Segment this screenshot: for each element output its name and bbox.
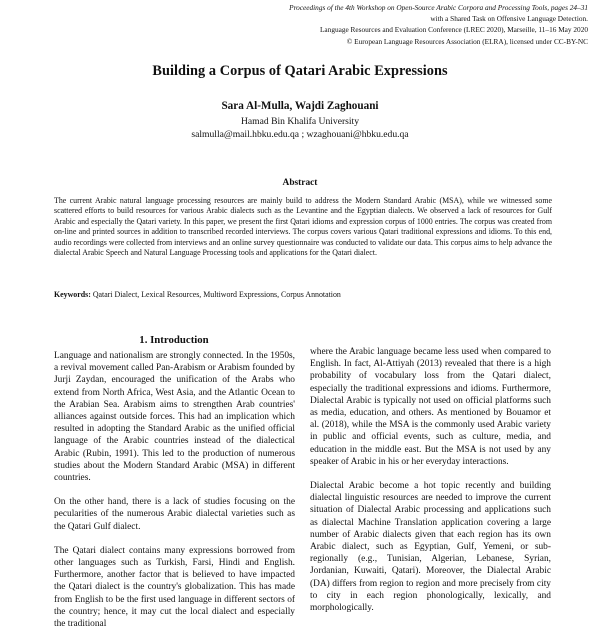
paragraph: Language and nationalism are strongly connected. In the 1950s, a revival movement called Pan-Arabism or Arabism founded by Jurji Zaydan, encouraged the unification of the Arabs who extend from North Africa, West Asia, and the Atlantic Ocean to the Arabian Sea. Arabism aims to strengthen Arab countries' alliances against outside forces. This had an implication which resulted in adopting the Standard Arabic as the unified official language of the Arabic countries instead of the dialectical Arabic (Rubin, 1991). This led to the production of numerous studies about the Modern Standard Arabic (MSA) in different countries.	[54, 351, 295, 484]
header-line-license: © European Language Resources Association (ELRA), licensed under CC-BY-NC	[346, 36, 588, 46]
header-line-shared-task: with a Shared Task on Offensive Language Detection.	[430, 14, 588, 24]
abstract-heading: Abstract	[282, 178, 318, 188]
paragraph: Dialectal Arabic become a hot topic recently and building dialectal linguistic resources are needed to improve the current situation of Dialectal Arabic processing and applications such as dialectal Machine Translation application covering a large number of Arabic dialects given that each region has its own Arabic dialect, such as Egyptian, Gulf, Yemeni, or sub-regionally (e.g., Tunisian, Algerian, Lebanese, Syrian, Jordanian, Kuwaiti, Qatari). Moreover, the Dialectal Arabic (DA) differs from region to region and more precisely from city to city in each region phonologically, lexically, and morphologically.	[310, 481, 551, 614]
proceedings-header	[168, 2, 588, 47]
right-column	[310, 346, 551, 626]
paragraph: where the Arabic language became less used when compared to English. In fact, Al-Attiyah (2013) revealed that there is a high probability of vocabulary loss from the Qatari dialect, especially the traditional expressions and idioms. Furthermore, Dialectal Arabic is typically not used on official platforms such as media, education, and others. As mentioned by Bouamor et al. (2018), while the MSA is the commonly used Arabic variety in public and official events, such as culture, media, and education in the middle east. But the MSA is not used by any speaker of Arabic in his or her everyday interactions.	[310, 347, 551, 467]
keywords	[54, 290, 552, 300]
keywords-label: Keywords:	[54, 290, 91, 299]
paragraph: On the other hand, there is a lack of studies focusing on the pecularities of the numerous Arabic dialectal varieties such as the Qatari Gulf dialect.	[54, 497, 295, 532]
paragraph: The Qatari dialect contains many expressions borrowed from other languages such as Turkish, Farsi, Hindi and English. Furthermore, another factor that is believed to have impacted the Qatari dialect is the country's globalization. This has made from English to be the first used language in different sectors of the country; hence, it may cut the local dialect and especially the traditional	[54, 545, 295, 630]
keywords-text: Qatari Dialect, Lexical Resources, Multiword Expressions, Corpus Annotation	[92, 290, 341, 299]
introduction-heading: 1. Introduction	[139, 334, 209, 346]
abstract-text: The current Arabic natural language processing resources are mainly build to address the Modern Standard Arabic (MSA), while we witnessed some scattered efforts to build resources for various Arabic dialects such as the Levantine and the Egyptian dialects. We observed a lack of resources for Gulf Arabic and especially the Qatari variety. In this paper, we present the first Qatari idioms and expression corpus of 1000 entries. The corpus was created from on-line and printed sources in addition to transcribed recorded interviews. The corpus covers various Qatari traditional expressions and idioms. To this end, audio recordings were collected from interviews and an online survey questionnaire was conducted to validate our data. This corpus aims to help advance the dialectal Arabic Speech and Natural Language Processing tools and applications for the Qatari dialect.	[54, 196, 552, 258]
author-affiliation: Hamad Bin Khalifa University	[240, 116, 360, 127]
header-line-proceedings: Proceedings of the 4th Workshop on Open-Source Arabic Corpora and Processing Tools, pages 24–31	[289, 3, 588, 12]
author-emails: salmulla@mail.hbku.edu.qa ; wzaghouani@hbku.edu.qa	[191, 129, 409, 140]
paper-authors: Sara Al-Mulla, Wajdi Zaghouani	[221, 100, 379, 112]
header-line-conference: Language Resources and Evaluation Conference (LREC 2020), Marseille, 11–16 May 2020	[319, 25, 588, 35]
paper-title: Building a Corpus of Qatari Arabic Expressions	[152, 63, 448, 79]
left-column	[54, 350, 295, 642]
